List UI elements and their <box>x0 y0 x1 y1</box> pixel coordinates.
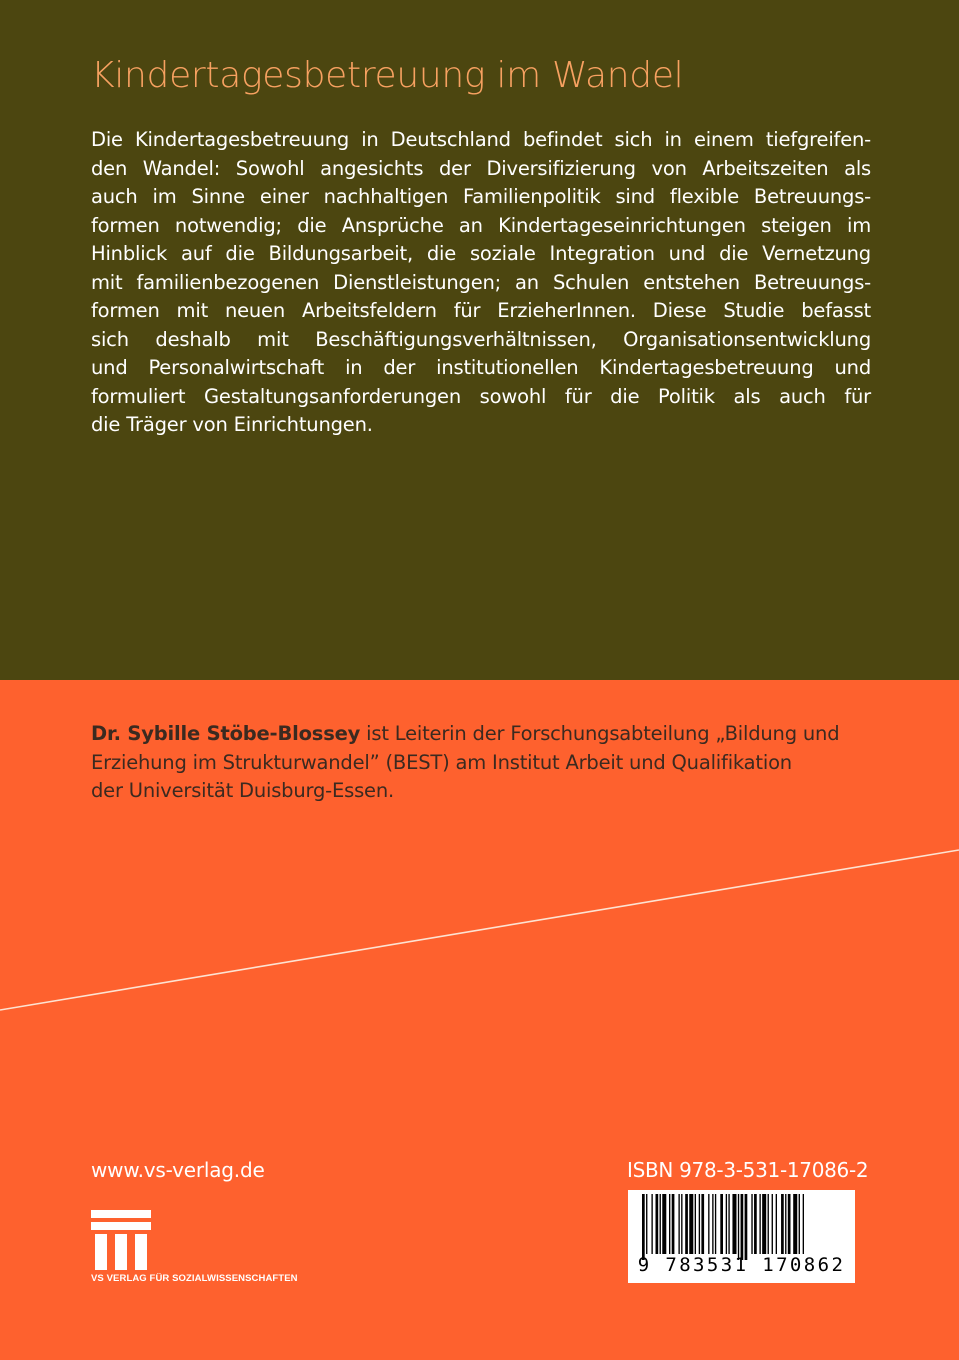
author-bio-line <box>91 720 871 749</box>
publisher-website: www.vs-verlag.de <box>91 1158 265 1182</box>
barcode-bar <box>656 1194 659 1254</box>
barcode-bar <box>785 1194 786 1254</box>
publisher-logo-icon <box>91 1210 151 1270</box>
barcode-bar <box>788 1194 791 1254</box>
barcode-bar <box>781 1194 784 1254</box>
description-line: Die Kindertagesbetreuung in Deutschland befindet sich in einem tiefgreifen- <box>91 128 871 151</box>
isbn-label: ISBN 978-3-531-17086-2 <box>627 1158 869 1182</box>
barcode-bar <box>772 1194 773 1254</box>
barcode-bar <box>726 1194 727 1254</box>
barcode-bar <box>776 1194 777 1254</box>
diagonal-line <box>0 840 959 1020</box>
description-line: sich deshalb mit Beschäftigungsverhältnissen, Organisationsentwicklung <box>91 327 871 351</box>
barcode-bar <box>712 1194 713 1254</box>
barcode-bar <box>715 1194 716 1254</box>
description-line: formen mit neuen Arbeitsfeldern für ErzieherInnen. Diese Studie befasst <box>91 299 871 322</box>
barcode-bar <box>672 1194 675 1254</box>
author-bio-line: Erziehung im Strukturwandel” (BEST) am Institut Arbeit und Qualifikation <box>91 750 792 774</box>
barcode-bar <box>642 1194 645 1260</box>
barcode-bar <box>699 1194 700 1254</box>
barcode-bar <box>646 1194 647 1254</box>
barcode-bar <box>751 1194 752 1254</box>
barcode-bar <box>720 1194 723 1254</box>
barcode-bar <box>728 1194 729 1254</box>
author-bio <box>91 720 871 806</box>
description-line: die Träger von Einrichtungen. <box>91 413 373 436</box>
barcode-bar <box>678 1194 679 1254</box>
description-line: den Wandel: Sowohl angesichts der Diversifizierung von Arbeitszeiten als <box>91 156 871 180</box>
book-title: Kindertagesbetreuung im Wandel <box>91 55 684 96</box>
author-bio-text: ist Leiterin der Forschungsabteilung „Bildung und <box>360 722 840 745</box>
description-line: mit familienbezogenen Dienstleistungen; an Schulen entstehen Betreuungs- <box>91 270 871 294</box>
author-bio-line: der Universität Duisburg-Essen. <box>91 779 394 802</box>
barcode-bar <box>799 1194 800 1254</box>
publisher-name: VS VERLAG FÜR SOZIALWISSENSCHAFTEN <box>91 1273 298 1284</box>
description-line: formen notwendig; die Ansprüche an Kindertageseinrichtungen steigen im <box>91 213 871 237</box>
description-line: auch im Sinne einer nachhaltigen Familienpolitik sind flexible Betreuungs- <box>91 185 871 208</box>
barcode-bar <box>759 1194 760 1254</box>
barcode-bar <box>660 1194 661 1254</box>
barcode-bar <box>745 1194 748 1260</box>
description-line: und Personalwirtschaft in der institutionellen Kindertagesbetreuung und <box>91 356 871 379</box>
barcode-bar <box>762 1194 766 1254</box>
isbn-barcode <box>628 1190 855 1283</box>
barcode-bar <box>669 1194 670 1254</box>
barcode-bar <box>695 1194 696 1254</box>
description-line: Hinblick auf die Bildungsarbeit, die soziale Integration und die Vernetzung <box>91 242 871 265</box>
barcode-bar <box>662 1194 666 1254</box>
barcode-bar <box>793 1194 797 1254</box>
barcode-bar <box>701 1194 704 1254</box>
barcode-bar <box>803 1194 804 1254</box>
barcode-bar <box>685 1194 688 1254</box>
author-name: Dr. Sybille Stöbe-Blossey <box>91 722 361 745</box>
book-description <box>91 126 871 440</box>
barcode-bar <box>708 1194 709 1254</box>
barcode-bar <box>738 1194 739 1260</box>
barcode-bar <box>651 1194 652 1254</box>
barcode-bar <box>768 1194 769 1254</box>
barcode-bar <box>681 1194 682 1254</box>
barcode-bar <box>732 1194 736 1254</box>
description-line: formuliert Gestaltungsanforderungen sowohl für die Politik als auch für <box>91 384 871 408</box>
barcode-bar <box>741 1194 744 1260</box>
barcode-bar <box>689 1194 693 1254</box>
barcode-bar <box>754 1194 757 1254</box>
barcode-digits: 9 783531 170862 <box>637 1254 846 1276</box>
